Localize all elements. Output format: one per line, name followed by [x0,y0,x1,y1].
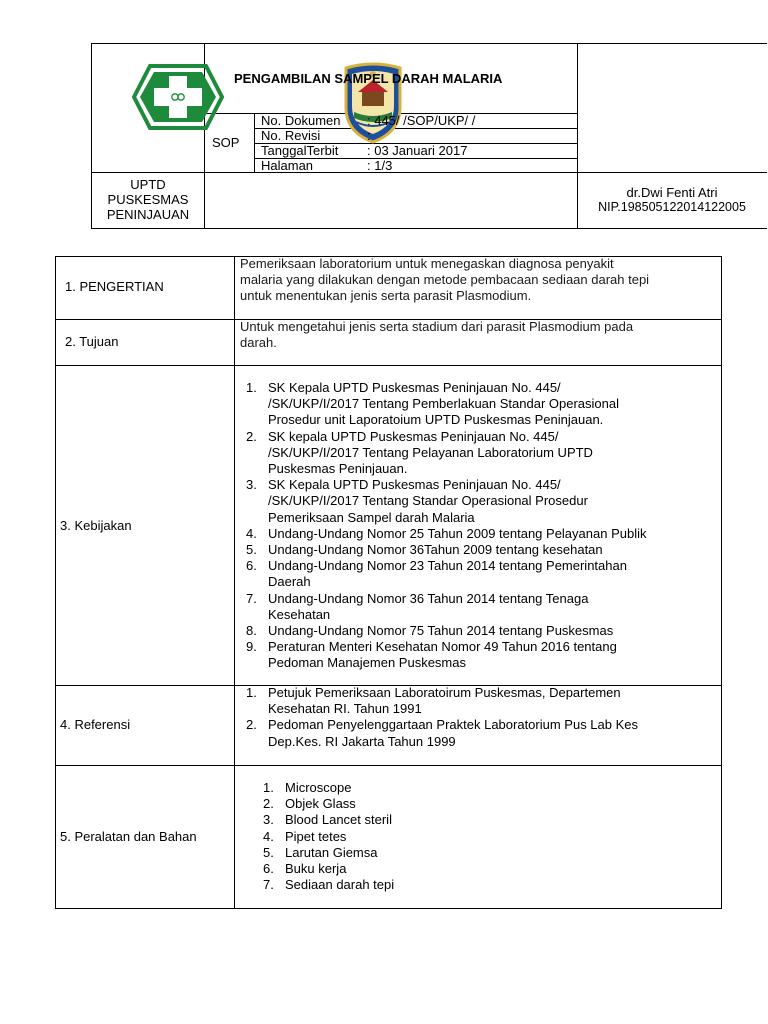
list-item-text: Daerah [268,574,311,590]
list-item [246,717,638,749]
kebijakan-list [246,380,646,672]
revision-label: No. Revisi [261,128,321,143]
content-border-left [55,256,56,909]
content-border-right [721,256,722,909]
list-item-text: SK Kepala UPTD Puskesmas Peninjauan No. 445/ [268,477,561,493]
list-item-text: Larutan Giemsa [285,844,378,860]
section-body-tujuan [240,319,633,351]
page-label: Halaman [261,158,314,173]
list-item-text: Peraturan Menteri Kesehatan Nomor 49 Tahun 2016 tentang [268,639,617,655]
list-item-number: 1. [246,685,257,700]
list-item [263,780,394,796]
header-border-bottom [91,228,767,229]
list-item-text: Buku kerja [285,861,347,877]
list-item [246,526,646,542]
list-item [263,845,394,861]
list-item [263,796,394,812]
list-item [246,542,646,558]
header-divider-lower [91,172,767,173]
content-border-bottom [55,908,722,909]
health-cross-logo-icon [132,64,224,130]
list-item-number: 2. [246,428,257,444]
section-label-peralatan: 5. Peralatan dan Bahan [60,829,197,844]
list-item-text: Pemeriksaan Sampel darah Malaria [268,509,475,525]
list-item-text: /SK/UKP/I/2017 Tentang Pelayanan Laboratorium UPTD [268,444,593,460]
sop-label: SOP [212,135,240,150]
list-item-text: Blood Lancet steril [285,812,392,828]
row-divider-2 [55,365,722,366]
list-item-text: Undang-Undang Nomor 75 Tahun 2014 tentang Puskesmas [268,623,614,639]
list-item-text: SK Kepala UPTD Puskesmas Peninjauan No. 445/ [268,380,561,395]
tujuan-line: Untuk mengetahui jenis serta stadium dari parasit Plasmodium pada [240,319,634,334]
list-item-number: 5. [246,542,257,558]
section-label-kebijakan: 3. Kebijakan [60,518,132,533]
section-body-pengertian [240,256,649,304]
list-item [246,558,646,590]
list-item-number: 8. [246,623,257,639]
list-item [263,861,394,877]
list-item [246,623,646,639]
list-item-number: 2. [263,796,274,812]
referensi-list [246,685,638,750]
list-item [246,429,646,478]
list-item-text: Petujuk Pemeriksaan Laboratoirum Puskesmas, Departemen [268,685,621,700]
list-item-text: Objek Glass [285,796,356,812]
list-item-text: Undang-Undang Nomor 36 Tahun 2014 tentang Tenaga [268,590,589,606]
list-item-text: Prosedur unit Laporatoium UPTD Puskesmas Peninjauan. [268,412,604,428]
list-item [263,812,394,828]
signer-nip: NIP.198505122014122005 [598,200,746,214]
list-item-text: Undang-Undang Nomor 23 Tahun 2014 tentang Pemerintahan [268,558,627,574]
list-item [263,877,394,893]
page-value: : 1/3 [367,158,393,173]
list-item [246,477,646,526]
org-line-2: PUSKESMAS [107,192,189,207]
section-body-peralatan [263,780,394,893]
pengertian-line: Pemeriksaan laboratorium untuk menegaskan diagnosa penyakit [240,256,614,271]
list-item-number: 2. [246,717,257,733]
list-item [246,591,646,623]
list-item [263,829,394,845]
list-item-number: 1. [246,380,257,395]
section-label-tujuan: 2. Tujuan [65,334,119,349]
org-line-3: PENINJAUAN [106,207,190,222]
list-item-text: Undang-Undang Nomor 36Tahun 2009 tentang kesehatan [268,542,603,558]
organization-name [92,177,204,222]
list-item-number: 4. [246,525,257,541]
list-item-number: 7. [263,877,274,893]
list-item [246,685,638,717]
list-item-number: 6. [263,861,274,877]
list-item-number: 6. [246,558,257,574]
issue-date-value: : 03 Januari 2017 [367,143,468,158]
section-body-kebijakan [246,380,646,672]
tujuan-line: darah. [240,335,277,350]
signer-name: dr.Dwi Fenti Atri [626,185,718,200]
list-item-number: 3. [246,477,257,493]
list-item-text: Puskesmas Peninjauan. [268,461,408,477]
content-divider-label [234,256,235,909]
pengertian-line: untuk menentukan jenis serta parasit Plasmodium. [240,288,532,303]
row-divider-4 [55,765,722,766]
section-label-referensi: 4. Referensi [60,717,131,732]
list-item-number: 1. [263,780,274,795]
list-item-number: 9. [246,639,257,655]
list-item-text: SK kepala UPTD Puskesmas Peninjauan No. 445/ [268,428,559,444]
list-item-text: Kesehatan [268,606,331,622]
list-item-text: Pedoman Manajemen Puskesmas [268,655,466,671]
list-item-number: 7. [246,590,257,606]
list-item-text: Dep.Kes. RI Jakarta Tahun 1999 [268,733,456,749]
doc-number-label: No. Dokumen [261,113,341,128]
issue-date-label: TanggalTerbit [261,143,339,158]
list-item-text: /SK/UKP/I/2017 Tentang Standar Operasional Prosedur [268,493,588,509]
peralatan-list [263,780,394,893]
list-item-text: Microscope [285,780,352,795]
list-item [246,380,646,429]
signer-block [577,185,767,215]
page-title: PENGAMBILAN SAMPEL DARAH MALARIA [234,71,503,86]
list-item-text: Pedoman Penyelenggartaan Praktek Laboratorium Pus Lab Kes [268,717,639,733]
doc-number-value: : 445/ /SOP/UKP/ / [367,113,476,128]
pengertian-line: malaria yang dilakukan dengan metode pembacaan sediaan darah tepi [240,272,650,287]
list-item-text: Undang-Undang Nomor 25 Tahun 2009 tentang Pelayanan Publik [268,525,647,541]
revision-value: : [367,128,371,143]
list-item-text: Kesehatan RI. Tahun 1991 [268,701,422,717]
org-line-1: UPTD [130,177,166,192]
section-body-referensi [246,685,638,750]
list-item-text: Pipet tetes [285,828,347,844]
list-item-number: 3. [263,812,274,828]
list-item [246,639,646,671]
list-item-text: Sediaan darah tepi [285,877,395,893]
list-item-text: /SK/UKP/I/2017 Tentang Pemberlakuan Standar Operasional [268,396,619,412]
list-item-number: 4. [263,828,274,844]
header-border-top [91,43,767,44]
section-label-pengertian: 1. PENGERTIAN [65,279,164,294]
list-item-number: 5. [263,844,274,860]
